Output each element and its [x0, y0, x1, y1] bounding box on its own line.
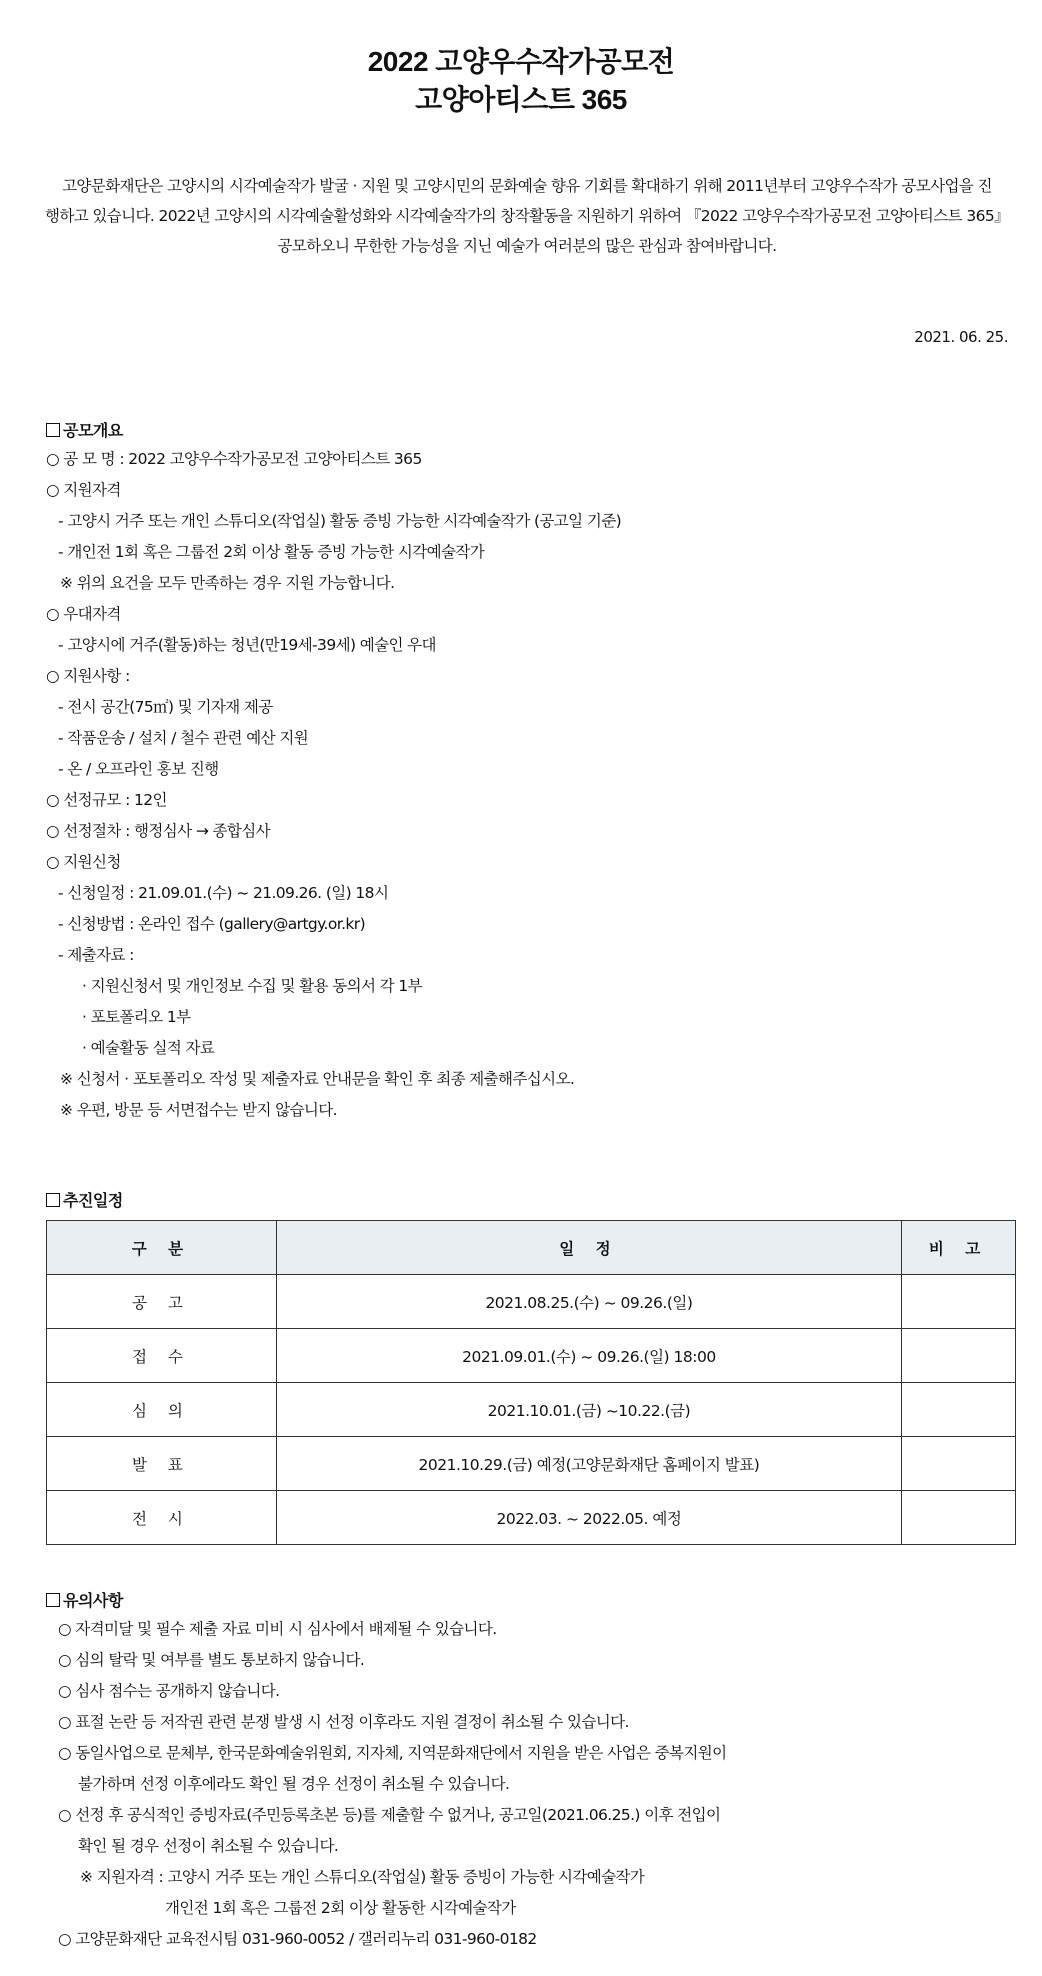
- overview-line: - 제출자료 :: [58, 946, 134, 964]
- table-row: [47, 1275, 1016, 1329]
- table-header-row: [47, 1221, 1016, 1275]
- overview-line: - 고양시에 거주(활동)하는 청년(만19세-39세) 예술인 우대: [58, 636, 436, 654]
- square-bullet-icon: [46, 423, 60, 437]
- overview-line: · 예술활동 실적 자료: [82, 1039, 215, 1057]
- table-row: [47, 1491, 1016, 1545]
- schedule-heading-text: 추진일정: [63, 1191, 123, 1210]
- square-bullet-icon: [46, 1593, 60, 1607]
- intro-line-2: 행하고 있습니다. 2022년 고양시의 시각예술활성화와 시각예술작가의 창작활동을 지원하기 위하여 『2022 고양우수작가공모전 고양아티스트 365』: [44, 207, 1010, 225]
- table-cell: 접 수: [47, 1329, 277, 1383]
- table-cell: [902, 1437, 1016, 1491]
- notes-heading-text: 유의사항: [63, 1591, 123, 1610]
- overview-line: ○ 공 모 명 : 2022 고양우수작가공모전 고양아티스트 365: [46, 450, 422, 468]
- overview-line: - 작품운송 / 설치 / 철수 관련 예산 지원: [58, 729, 309, 747]
- overview-heading: [46, 418, 123, 441]
- notes-line: ○ 심사 점수는 공개하지 않습니다.: [58, 1682, 280, 1700]
- overview-heading-text: 공모개요: [63, 421, 123, 440]
- table-row: [47, 1383, 1016, 1437]
- table-cell: 2021.08.25.(수) ~ 09.26.(일): [276, 1275, 901, 1329]
- column-header: 일 정: [276, 1221, 901, 1275]
- column-header: 비 고: [902, 1221, 1016, 1275]
- overview-line: ○ 선정절차 : 행정심사 → 종합심사: [46, 822, 271, 840]
- table-cell: [902, 1383, 1016, 1437]
- square-bullet-icon: [46, 1193, 60, 1207]
- schedule-heading: [46, 1188, 123, 1211]
- notes-line: ○ 고양문화재단 교육전시팀 031-960-0052 / 갤러리누리 031-960-0182: [58, 1930, 537, 1948]
- notes-heading: [46, 1588, 123, 1611]
- overview-line: - 신청방법 : 온라인 접수 (gallery@artgy.or.kr): [58, 915, 366, 933]
- schedule-table: [46, 1220, 1016, 1545]
- overview-line: ※ 위의 요건을 모두 만족하는 경우 지원 가능합니다.: [60, 574, 395, 592]
- notes-line: ○ 자격미달 및 필수 제출 자료 미비 시 심사에서 배제될 수 있습니다.: [58, 1620, 497, 1638]
- table-cell: 공 고: [47, 1275, 277, 1329]
- notes-line: ○ 심의 탈락 및 여부를 별도 통보하지 않습니다.: [58, 1651, 365, 1669]
- overview-line: · 지원신청서 및 개인정보 수집 및 활용 동의서 각 1부: [82, 977, 422, 995]
- table-cell: [902, 1275, 1016, 1329]
- notes-line: 개인전 1회 혹은 그룹전 2회 이상 활동한 시각예술작가: [165, 1899, 516, 1917]
- table-cell: 2021.10.01.(금) ~10.22.(금): [276, 1383, 901, 1437]
- column-header: 구 분: [47, 1221, 277, 1275]
- overview-line: ○ 지원자격: [46, 481, 121, 499]
- intro-line-3: 공모하오니 무한한 가능성을 지닌 예술가 여러분의 많은 관심과 참여바랍니다.: [277, 237, 777, 255]
- intro-line-1: 고양문화재단은 고양시의 시각예술작가 발굴 · 지원 및 고양시민의 문화예술 향유 기회를 확대하기 위해 2011년부터 고양우수작가 공모사업을 진: [62, 177, 992, 195]
- overview-line: ○ 선정규모 : 12인: [46, 791, 167, 809]
- table-cell: [902, 1329, 1016, 1383]
- overview-line: · 포토폴리오 1부: [82, 1008, 191, 1026]
- overview-line: - 개인전 1회 혹은 그룹전 2회 이상 활동 증빙 가능한 시각예술작가: [58, 543, 485, 561]
- overview-line: - 신청일정 : 21.09.01.(수) ~ 21.09.26. (일) 18시: [58, 884, 389, 902]
- table-cell: [902, 1491, 1016, 1545]
- title-line-2: 고양아티스트 365: [415, 84, 627, 115]
- notice-date: 2021. 06. 25.: [914, 328, 1008, 346]
- overview-line: ※ 신청서 · 포토폴리오 작성 및 제출자료 안내문을 확인 후 최종 제출해주십시오.: [60, 1070, 575, 1088]
- overview-line: ※ 우편, 방문 등 서면접수는 받지 않습니다.: [60, 1101, 337, 1119]
- table-row: [47, 1329, 1016, 1383]
- table-cell: 2021.10.29.(금) 예정(고양문화재단 홈페이지 발표): [276, 1437, 901, 1491]
- overview-line: - 고양시 거주 또는 개인 스튜디오(작업실) 활동 증빙 가능한 시각예술작가 (공고일 기준): [58, 512, 622, 530]
- table-cell: 발 표: [47, 1437, 277, 1491]
- table-cell: 2021.09.01.(수) ~ 09.26.(일) 18:00: [276, 1329, 901, 1383]
- title-line-1: 2022 고양우수작가공모전: [367, 46, 675, 77]
- notes-line: ※ 지원자격 : 고양시 거주 또는 개인 스튜디오(작업실) 활동 증빙이 가능한 시각예술작가: [80, 1868, 645, 1886]
- table-cell: 전 시: [47, 1491, 277, 1545]
- notes-line: ○ 동일사업으로 문체부, 한국문화예술위원회, 지자체, 지역문화재단에서 지원을 받은 사업은 중복지원이: [58, 1744, 727, 1762]
- table-cell: 2022.03. ~ 2022.05. 예정: [276, 1491, 901, 1545]
- overview-line: - 전시 공간(75㎡) 및 기자재 제공: [58, 698, 273, 716]
- notes-line: 확인 될 경우 선정이 취소될 수 있습니다.: [78, 1837, 339, 1855]
- table-cell: 심 의: [47, 1383, 277, 1437]
- overview-line: ○ 지원신청: [46, 853, 121, 871]
- notes-line: ○ 선정 후 공식적인 증빙자료(주민등록초본 등)를 제출할 수 없거나, 공고일(2021.06.25.) 이후 전입이: [58, 1806, 721, 1824]
- overview-line: ○ 우대자격: [46, 605, 121, 623]
- notes-line: 불가하며 선정 이후에라도 확인 될 경우 선정이 취소될 수 있습니다.: [78, 1775, 510, 1793]
- overview-line: ○ 지원사항 :: [46, 667, 130, 685]
- notes-line: ○ 표절 논란 등 저작권 관련 분쟁 발생 시 선정 이후라도 지원 결정이 취소될 수 있습니다.: [58, 1713, 629, 1731]
- overview-line: - 온 / 오프라인 홍보 진행: [58, 760, 219, 778]
- table-row: [47, 1437, 1016, 1491]
